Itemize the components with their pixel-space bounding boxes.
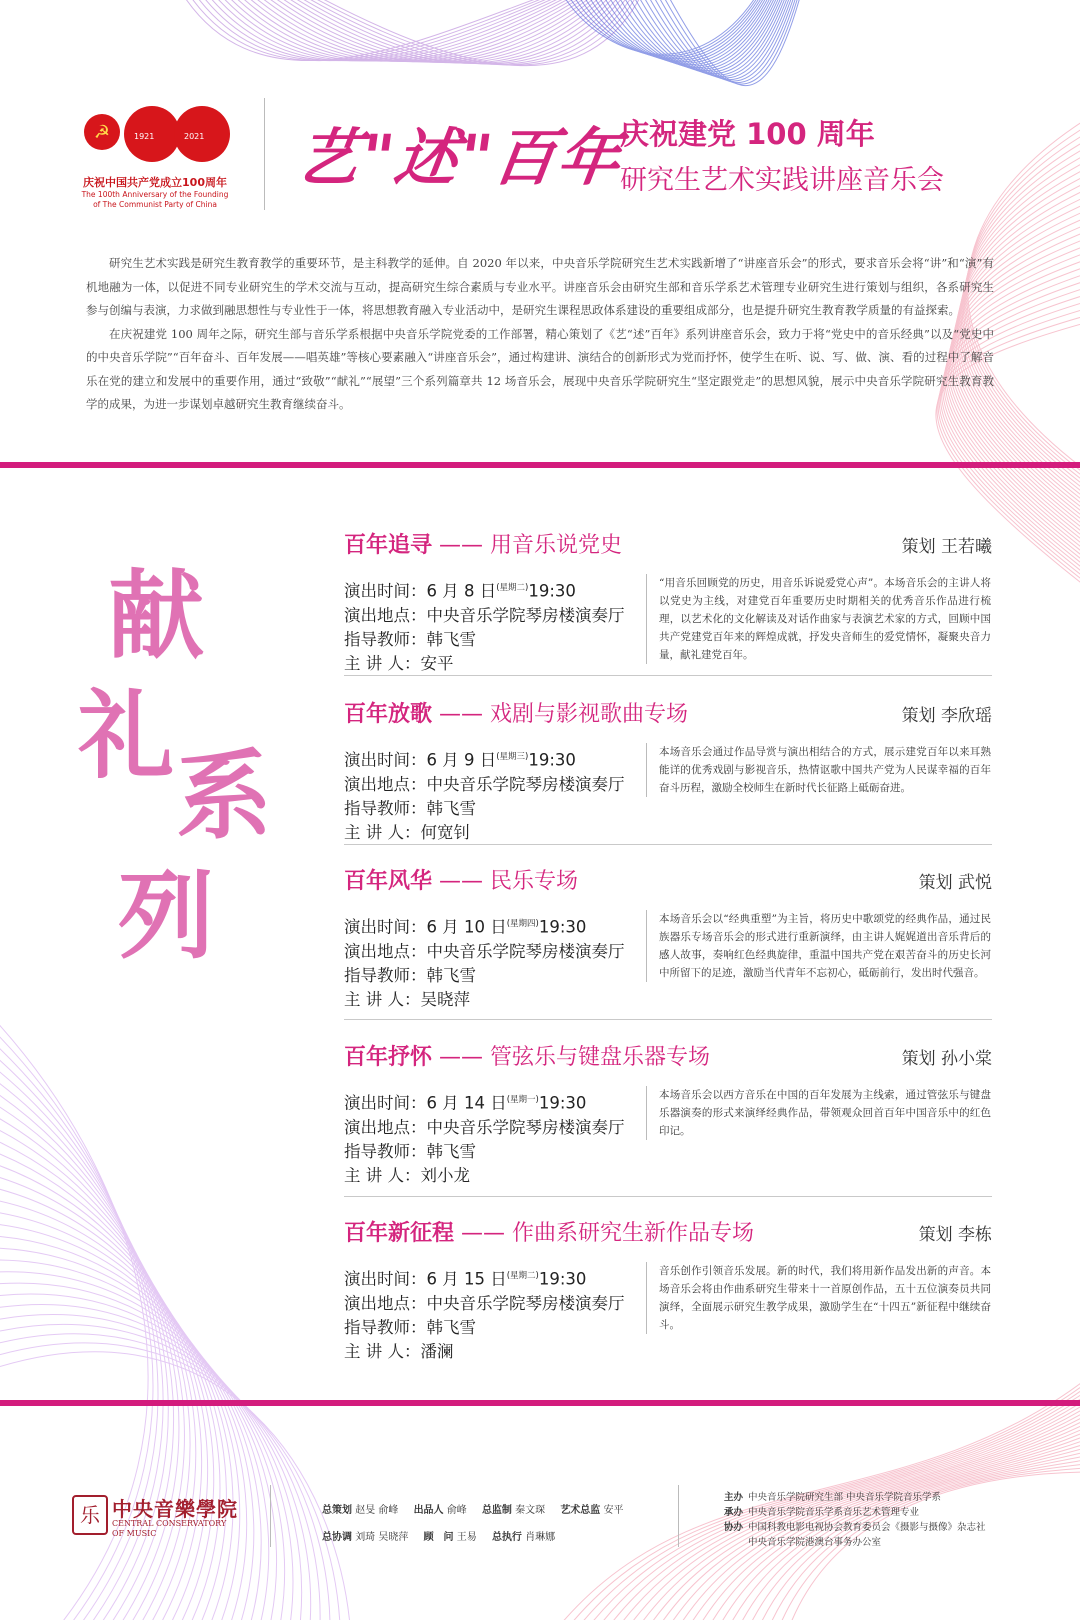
credit-name: 肖琳娜 [525,1532,556,1543]
emblem-circles-icon [80,98,230,170]
decorative-line [282,0,628,64]
speaker-label: 主 讲 人： [344,1341,421,1361]
logo-chinese-name: 中央音樂學院 [112,1497,238,1521]
organizer-role: 主办 [724,1492,744,1503]
concert-title [344,528,622,559]
venue-value: 中央音乐学院琴房楼演奏厅 [426,941,625,961]
teacher-label: 指导教师： [344,629,427,649]
info-time [344,576,625,604]
concert-name: 百年风华 [344,869,433,894]
info-venue [344,1116,625,1140]
info-teacher [344,1316,625,1340]
concert-title [344,864,578,895]
concert-planner: 策划 武悦 [918,873,992,893]
concert-planner: 策划 孙小棠 [901,1049,992,1069]
main-title: 庆祝建党 100 周年 [620,117,875,151]
decorative-line [0,1104,184,1620]
decorative-line [198,0,572,61]
time-value: 19:30 [538,1093,587,1113]
teacher-label: 指导教师： [344,798,427,818]
info-speaker [344,1164,625,1188]
concert-info [344,576,625,676]
venue-value: 中央音乐学院琴房楼演奏厅 [426,774,625,794]
time-value: 19:30 [528,581,576,601]
concert-block [344,1040,992,1185]
decorative-line [0,1200,233,1620]
info-speaker [344,821,625,845]
concert-planner: 策划 李欣瑶 [901,706,992,726]
decorative-line [560,0,760,54]
concert-name: 百年抒怀 [344,1045,433,1070]
decorative-line [0,1212,240,1620]
decorative-line [655,0,798,83]
decorative-line [0,1260,269,1620]
concert-separator [344,1196,992,1197]
footer-divider-left [270,1485,271,1547]
decorative-line [288,0,632,64]
concert-name: 百年新征程 [344,1221,455,1246]
title-dash: —— [439,1045,484,1070]
date-value: 6 月 9 日 [426,750,497,770]
date-value: 6 月 8 日 [426,581,497,601]
decorative-line [600,0,776,66]
credit-role: 顾 问 [423,1532,454,1543]
production-credits [322,1497,636,1551]
intro-paragraph-1: 研究生艺术实践是研究生教育教学的重要环节，是主科教学的延伸。自 2020 年以来，中央音乐学院研究生艺术实践新增了“讲座音乐会”的形式，要求音乐会将“讲”和“演”有机地融为一体，以促进不同专业研究生的学术交流与互动，提高研究生综合素质与专业水平。讲座音乐会由研究生部和音乐学系艺术管理专业研究生进行策划与组织，各系研究生参与创编与表演，力求做到融思想性与专业性于一体，将思想教育融入专业活动中，是研究生课程思政体系建设的重要组成部分，也是提升研究生教育教学质量的有益探索。 [86,256,994,317]
concert-info [344,745,625,845]
info-teacher [344,1140,625,1164]
concert-title [344,1216,754,1247]
time-label: 演出时间： [344,917,427,937]
decorative-line [258,0,612,62]
concert-separator [344,844,992,845]
decorative-line [620,0,784,72]
info-time [344,1088,625,1116]
decorative-line [216,0,584,61]
time-value: 19:30 [538,1269,587,1289]
decorative-line [222,0,588,61]
teacher-value: 韩飞雪 [426,798,476,818]
credit-item [482,1497,545,1524]
svg-text:☭: ☭ [93,122,111,143]
concert-separator [344,1019,992,1020]
decorative-line [0,1092,179,1620]
info-time [344,912,625,940]
credit-item [424,1524,477,1551]
decorative-line [0,1236,254,1620]
time-value: 19:30 [538,917,587,937]
decorative-line [565,0,762,56]
decorative-line [0,1140,202,1620]
concert-subtitle: 民乐专场 [490,869,579,894]
concert-block [344,1216,992,1361]
decorative-line [0,1315,311,1620]
emblem-title: 庆祝中国共产党成立100周年 [83,176,227,189]
credit-item [560,1497,623,1524]
organizer-row [724,1535,986,1550]
time-label: 演出时间： [344,1269,427,1289]
concert-description: 本场音乐会通过作品导赏与演出相结合的方式，展示建党百年以来耳熟能详的优秀戏剧与影视音乐，热情讴歌中国共产党为人民谋幸福的百年奋斗历程，激励全校师生在新时代长征路上砥砺奋进。 [646,743,991,797]
speaker-value: 潘澜 [420,1341,454,1361]
decorative-line [0,1343,340,1620]
decorative-line [640,0,792,78]
series-title-char-1: 献 [108,559,204,672]
intro-paragraph-2: 在庆祝建党 100 周年之际，研究生部与音乐学系根据中央音乐学院党委的工作部署，精心策划了《艺“述”百年》系列讲座音乐会，致力于将“党史中的音乐经典”以及“党史中的中央音乐学院”“百年奋斗、百年发展——唱英雄”等核心要素融入“讲座音乐会”，通过构建讲、演结合的创新形式为党而抒怀，使学生在听、说、写、做、演、看的过程中了解音乐在党的建立和发展中的重要作用，通过“致敬”“献礼”“展望”三个系列篇章共 12 场音乐会，展现中央音乐学院研究生“坚定跟党走”的思想风貌，展示中央音乐学院研究生教育教学的成果，为进一步谋划卓越研究生教育继续奋斗。 [86,326,994,411]
teacher-value: 韩飞雪 [426,1317,476,1337]
venue-label: 演出地点： [344,1293,427,1313]
decorative-line [0,1304,302,1620]
concert-info [344,912,625,1012]
decorative-line [0,1294,293,1620]
credit-role: 出品人 [413,1505,444,1516]
concert-description: 本场音乐会以西方音乐在中国的百年发展为主线索，通过管弦乐与键盘乐器演奏的形式来演绎经典作品，带领观众回首百年中国音乐中的红色印记。 [646,1086,991,1140]
info-speaker [344,988,625,1012]
conservatory-logo [72,1493,240,1537]
credit-item [322,1497,398,1524]
decorative-line [210,0,580,61]
decorative-line [580,0,768,60]
credit-role: 总策划 [322,1505,352,1516]
venue-value: 中央音乐学院琴房楼演奏厅 [426,605,625,625]
weekday-value: (星期三) [496,752,529,762]
venue-value: 中央音乐学院琴房楼演奏厅 [426,1117,625,1137]
info-teacher [344,797,625,821]
organizers [724,1490,986,1550]
concert-subtitle: 作曲系研究生新作品专场 [512,1221,755,1246]
decorative-line [0,1128,196,1620]
decorative-line [246,0,604,62]
credit-role: 总监制 [481,1505,512,1516]
decorative-line [0,1224,247,1620]
party-100th-anniversary-emblem [80,98,230,210]
main-subtitle: 研究生艺术实践讲座音乐会 [620,165,944,196]
organizer-name: 中央音乐学院音乐学系音乐艺术管理专业 [748,1507,920,1518]
concert-planner: 策划 李栋 [918,1225,992,1245]
credit-item [414,1497,467,1524]
teacher-label: 指导教师： [344,1141,427,1161]
decorative-line [0,1352,350,1620]
info-teacher [344,628,625,652]
decorative-line [590,0,772,63]
teacher-label: 指导教师： [344,1317,427,1337]
organizer-row [724,1505,986,1520]
concert-description: 本场音乐会以“经典重塑”为主旨，将历史中歌颂党的经典作品，通过民族器乐专场音乐会的形式进行重新演绎，由主讲人娓娓道出音乐背后的感人故事，奏响红色经典旋律，重温中国共产党在艰苦奋斗的历史长河中所留下的足迹，激励当代青年不忘初心，砥砺前行，发出时代强音。 [646,910,991,982]
venue-label: 演出地点： [344,941,427,961]
decorative-line [635,0,790,77]
weekday-value: (星期二) [506,1271,539,1281]
decorative-line [228,0,592,61]
speaker-label: 主 讲 人： [344,822,421,842]
bottom-divider [0,1400,1080,1406]
concert-subtitle: 管弦乐与键盘乐器专场 [490,1045,711,1070]
concert-planner: 策划 王若曦 [901,537,992,557]
info-teacher [344,964,625,988]
decorative-line [240,0,600,62]
top-divider [0,462,1080,468]
concert-block [344,697,992,842]
info-venue [344,773,625,797]
speaker-label: 主 讲 人： [344,1165,421,1185]
decorative-line [665,0,802,86]
organizer-role: 承办 [724,1507,744,1518]
teacher-value: 韩飞雪 [426,1141,476,1161]
decorative-line [306,0,644,66]
credit-name: 赵旻 俞峰 [355,1505,399,1516]
decorative-line [0,1334,330,1620]
credit-role: 总协调 [322,1532,352,1543]
decorative-line [276,0,624,64]
time-value: 19:30 [528,750,576,770]
credit-role: 总执行 [491,1532,522,1543]
venue-label: 演出地点： [344,774,427,794]
decorative-line [204,0,576,61]
organizer-name: 中央音乐学院研究生部 中央音乐学院音乐学系 [748,1492,942,1503]
concert-separator [344,675,992,676]
date-value: 6 月 14 日 [426,1093,507,1113]
decorative-line [595,0,774,65]
date-value: 6 月 10 日 [426,917,507,937]
speaker-value: 刘小龙 [420,1165,470,1185]
info-time [344,1264,625,1292]
time-label: 演出时间： [344,750,427,770]
concert-name: 百年追寻 [344,533,433,558]
weekday-value: (星期二) [496,583,529,593]
decorative-line [645,0,794,80]
decorative-line [264,0,616,63]
title-dash: —— [439,702,484,727]
teacher-value: 韩飞雪 [426,629,476,649]
decorative-line [630,0,788,75]
decorative-line [252,0,608,62]
date-value: 6 月 15 日 [426,1269,507,1289]
info-speaker [344,652,625,676]
title-dash: —— [461,1221,506,1246]
logo-english-name [112,1519,226,1539]
info-speaker [344,1340,625,1364]
credit-name: 刘琦 吴晓萍 [355,1532,409,1543]
series-title-char-3: 系 [176,739,272,852]
organizer-row [724,1490,986,1505]
concert-info [344,1264,625,1364]
venue-label: 演出地点： [344,605,427,625]
series-title-char-2: 礼 [78,679,174,792]
logo-english-line-1: CENTRAL CONSERVATORY [112,1519,227,1528]
concert-name: 百年放歌 [344,702,433,727]
decorative-line [300,0,640,65]
credit-name: 安平 [603,1505,624,1516]
emblem-year-left: 1921 [134,132,155,141]
credit-name: 俞峰 [446,1505,467,1516]
decorative-line [180,0,560,61]
credit-name: 秦文琛 [515,1505,546,1516]
credits-row-2 [322,1524,636,1551]
concert-subtitle: 戏剧与影视歌曲专场 [490,702,689,727]
time-label: 演出时间： [344,581,427,601]
speaker-value: 吴晓萍 [420,989,470,1009]
decorative-line [0,1116,190,1620]
emblem-year-right: 2021 [184,132,205,141]
decorative-line [570,0,764,57]
decorative-line [605,0,778,68]
info-time [344,745,625,773]
footer-divider-right [678,1485,679,1547]
concert-info [344,1088,625,1188]
info-venue [344,940,625,964]
brush-calligraphy-title: 艺"述"百年 [292,121,628,194]
concert-title [344,697,688,728]
decorative-line [0,1324,320,1620]
title-dash: —— [439,533,484,558]
decorative-line [650,0,796,81]
decorative-line [0,1176,220,1620]
speaker-label: 主 讲 人： [344,989,421,1009]
decorative-line [234,0,596,61]
header-divider [264,98,265,210]
credit-item [322,1524,408,1551]
time-label: 演出时间： [344,1093,427,1113]
organizer-role: 协办 [724,1522,744,1533]
series-title-char-4: 列 [118,859,214,972]
speaker-value: 安平 [420,653,454,673]
concert-description: 音乐创作引领音乐发展。新的时代，我们将用新作品发出新的声音。本场音乐会将由作曲系研究生带来十一首原创作品，五十五位演奏员共同演绎，全面展示研究生教学成果，激励学生在“十四五”新征程中继续奋斗。 [646,1262,991,1334]
concert-title [344,1040,710,1071]
decorative-line [0,1272,276,1620]
weekday-value: (星期一) [506,1095,539,1105]
concert-block [344,528,992,673]
info-venue [344,604,625,628]
decorative-line [0,1152,208,1620]
teacher-label: 指导教师： [344,965,427,985]
logo-english-line-2: OF MUSIC [112,1529,157,1538]
decorative-line [585,0,770,62]
credit-item [492,1524,555,1551]
organizer-name: 中央音乐学院港澳台事务办公室 [748,1537,882,1548]
conservatory-seal-icon: 乐 [72,1495,108,1535]
decorative-line [660,0,800,84]
decorative-line [0,1248,261,1620]
decorative-line [270,0,620,63]
venue-value: 中央音乐学院琴房楼演奏厅 [426,1293,625,1313]
decorative-line [192,0,568,61]
decorative-line [0,1080,174,1620]
concert-block [344,864,992,1009]
credit-name: 王易 [456,1532,477,1543]
organizer-name: 中国科教电影电视协会教育委员会《摄影与摄像》杂志社 [748,1522,986,1533]
decorative-line [625,0,786,74]
decorative-line [610,0,780,69]
info-venue [344,1292,625,1316]
decorative-line [0,1283,285,1620]
concert-description: “用音乐回顾党的历史，用音乐诉说爱党心声”。本场音乐会的主讲人将以党史为主线，对建党百年重要历史时期相关的优秀音乐作品进行梳理，以艺术化的文化解读及对话作曲家与表演艺术家的方式，回顾中国共产党建党百年来的辉煌成就，抒发央音师生的爱党情怀，凝聚央音力量，献礼建党百年。 [646,574,991,664]
speaker-label: 主 讲 人： [344,653,421,673]
decorative-line [186,0,564,61]
decorative-line [294,0,636,65]
emblem-english: The 100th Anniversary of the Founding of The Communist Party of China [81,190,229,209]
speaker-value: 何宽钊 [420,822,470,842]
credits-row-1 [322,1497,636,1524]
credit-role: 艺术总监 [560,1505,601,1516]
organizer-row [724,1520,986,1535]
intro-text [86,252,994,417]
title-dash: —— [439,869,484,894]
concert-subtitle: 用音乐说党史 [490,533,623,558]
decorative-line [0,1164,214,1620]
venue-label: 演出地点： [344,1117,427,1137]
decorative-line [615,0,782,71]
weekday-value: (星期四) [506,919,539,929]
teacher-value: 韩飞雪 [426,965,476,985]
decorative-line [575,0,766,59]
